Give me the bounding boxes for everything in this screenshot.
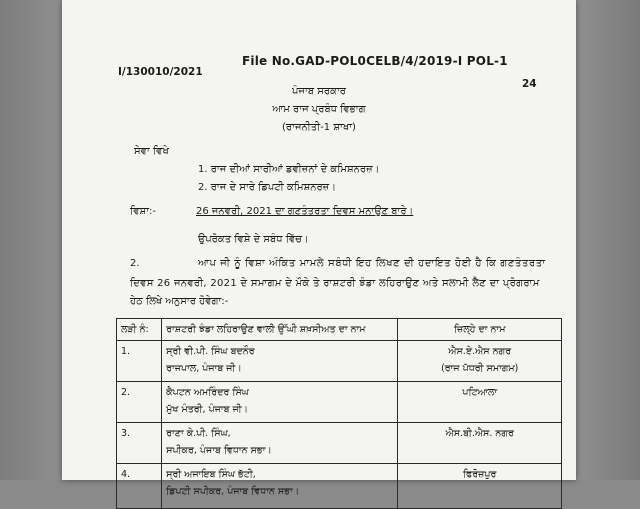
addressee-2: 2. ਰਾਜ ਦੇ ਸਾਰੇ ਡਿਪਟੀ ਕਮਿਸ਼ਨਰਜ਼। (198, 182, 336, 193)
dignitary-title: ਡਿਪਟੀ ਸਪੀਕਰ, ਪੰਜਾਬ ਵਿਧਾਨ ਸਭਾ। (166, 486, 300, 497)
seva-label: ਸੇਵਾ ਵਿਖੇ (134, 146, 169, 157)
row-dignitary (162, 464, 398, 509)
dignitary-title: ਮੁੱਖ ਮੰਤਰੀ, ਪੰਜਾਬ ਜੀ। (166, 404, 249, 415)
dignitary-title: ਸਪੀਕਰ, ਪੰਜਾਬ ਵਿਧਾਨ ਸਭਾ। (166, 445, 272, 456)
addressee-1: 1. ਰਾਜ ਦੀਆਂ ਸਾਰੀਆਂ ਡਵੀਜ਼ਨਾਂ ਦੇ ਕਮਿਸ਼ਨਰਜ਼। (198, 164, 380, 175)
row-district (398, 464, 562, 509)
dignitary-name: ਸ੍ਰੀ ਵੀ.ਪੀ. ਸਿੰਘ ਬਦਨੌਰ (166, 346, 255, 357)
header-dignitary: ਰਾਸ਼ਟਰੀ ਝੰਡਾ ਲਹਿਰਾਉਣ ਵਾਲੀ ਉੱਘੀ ਸ਼ਖ਼ਸੀਅਤ ਦਾ ਨਾਮ (162, 319, 398, 341)
reference-line: ਉਪਰੋਕਤ ਵਿਸ਼ੇ ਦੇ ਸਬੰਧ ਵਿੱਚ। (198, 234, 309, 245)
header-department: ਆਮ ਰਾਜ ਪ੍ਰਬੰਧ ਵਿਭਾਗ (272, 104, 366, 115)
header-serial: ਲੜੀ ਨੰ: (117, 319, 162, 341)
subject-text: 26 ਜਨਵਰੀ, 2021 ਦਾ ਗਣਤੰਤਰਤਾ ਦਿਵਸ ਮਨਾਉਣ ਬਾਰੇ। (196, 206, 414, 217)
row-serial: 2. (117, 382, 162, 423)
row-dignitary (162, 423, 398, 464)
row-dignitary (162, 341, 398, 382)
paragraph-line-2: ਦਿਵਸ 26 ਜਨਵਰੀ, 2021 ਦੇ ਸਮਾਗਮ ਦੇ ਮੌਕੇ ਤੇ ਰਾਸ਼ਟਰੀ ਝੰਡਾ ਲਹਿਰਾਉਣ ਅਤੇ ਸਲਾਮੀ ਲੈਣ ਦਾ ਪ੍ਰੋਗਰਾਮ (130, 278, 540, 289)
dignitary-name: ਰਾਣਾ ਕੇ.ਪੀ. ਸਿੰਘ, (166, 428, 231, 439)
paragraph-line-1: ਆਪ ਜੀ ਨੂੰ ਵਿਸ਼ਾ ਅੰਕਿਤ ਮਾਮਲੇ ਸਬੰਧੀ ਇਹ ਲਿਖਣ ਦੀ ਹਦਾਇਤ ਹੋਈ ਹੈ ਕਿ ਗਣਤੰਤਰਤਾ (198, 258, 546, 269)
paragraph-number: 2. (130, 258, 140, 269)
row-serial: 1. (117, 341, 162, 382)
row-serial: 3. (117, 423, 162, 464)
table-header-row (117, 319, 562, 341)
table-row (117, 464, 562, 509)
district-name: ਐਸ.ਏ.ਐਸ ਨਗਰ (448, 346, 512, 357)
flag-hoisting-table (116, 318, 562, 509)
row-serial: 4. (117, 464, 162, 509)
paragraph-line-3: ਹੇਠ ਲਿਖੇ ਅਨੁਸਾਰ ਹੋਵੇਗਾ:- (130, 296, 229, 307)
table-row (117, 423, 562, 464)
district-name: ਪਟਿਆਲਾ (462, 387, 498, 398)
document-page (62, 0, 576, 497)
dignitary-title: ਰਾਜਪਾਲ, ਪੰਜਾਬ ਜੀ। (166, 363, 242, 374)
file-number: File No.GAD-POL0CELB/4/2019-I POL-1 (242, 54, 508, 68)
row-district (398, 423, 562, 464)
table-row (117, 382, 562, 423)
row-district (398, 382, 562, 423)
header-government: ਪੰਜਾਬ ਸਰਕਾਰ (292, 86, 346, 97)
district-name: ਫਿਰੋਜ਼ਪੁਰ (463, 469, 497, 480)
header-branch: (ਰਾਜਨੀਤੀ-1 ਸ਼ਾਖਾ) (282, 122, 356, 133)
dignitary-name: ਕੈਪਟਨ ਅਮਰਿੰਦਰ ਸਿੰਘ (166, 387, 249, 398)
scan-frame-left (0, 0, 62, 480)
row-district (398, 341, 562, 382)
header-district: ਜ਼ਿਲ੍ਹੇ ਦਾ ਨਾਮ (398, 319, 562, 341)
page-number: 24 (522, 78, 537, 90)
table-row (117, 341, 562, 382)
district-note: (ਰਾਜ ਪੱਧਰੀ ਸਮਾਗਮ) (441, 363, 519, 374)
district-name: ਐਸ.ਬੀ.ਐਸ. ਨਗਰ (445, 428, 514, 439)
subject-label: ਵਿਸ਼ਾ:- (130, 206, 156, 217)
scan-frame-right (576, 0, 640, 480)
row-dignitary (162, 382, 398, 423)
reference-number: I/130010/2021 (118, 66, 203, 78)
dignitary-name: ਸ੍ਰੀ ਅਜਾਇਬ ਸਿੰਘ ਭੱਟੀ, (166, 469, 256, 480)
